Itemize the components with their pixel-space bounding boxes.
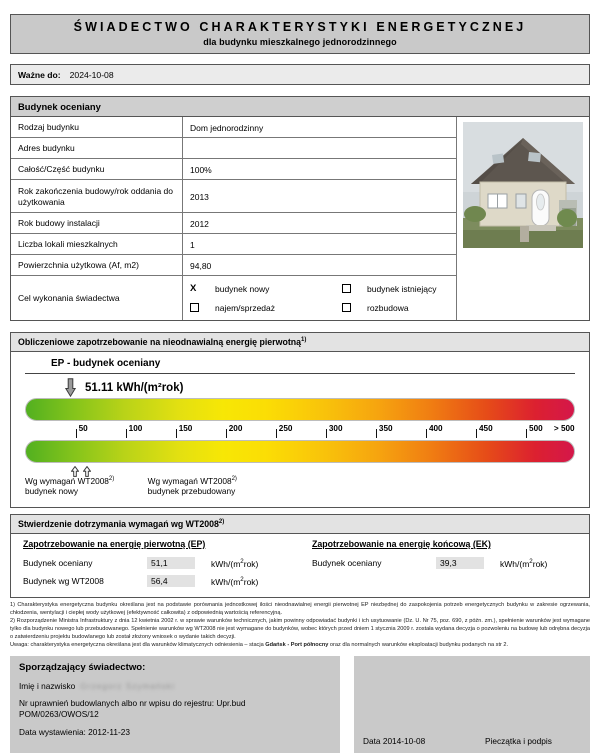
row-label: Rok zakończenia budowy/rok oddania do użytkowania [11, 180, 183, 212]
issue-date: Data wystawienia: 2012-11-23 [19, 726, 130, 737]
row-label: Liczba lokali mieszkalnych [11, 234, 183, 254]
house-photo [463, 122, 583, 248]
tick-mark [76, 429, 77, 438]
option-label: rozbudowa [367, 302, 409, 313]
tick-label: 150 [178, 424, 193, 433]
stamp-block [354, 656, 590, 753]
tick-label: > 500 [553, 424, 575, 433]
tick-label: 50 [78, 424, 88, 433]
footnote-3-post: oraz dla normalnych warunków eksploatacji budynku podanych na str 2. [328, 641, 509, 648]
table-row [23, 555, 300, 571]
stamp-signature-label: Pieczątka i podpis [485, 735, 552, 746]
tick-label: 100 [128, 424, 143, 433]
table-row [23, 573, 300, 589]
issuer-license-label: Nr uprawnień budowlanych albo nr wpisu do rejestru: Upr.bud [19, 698, 246, 709]
stamp-date: Data 2014-10-08 [363, 735, 426, 746]
tick-label: 400 [428, 424, 443, 433]
footnote-1: 1) Charakterystyka energetyczna budynku określana jest na podstawie porównania jednostkowej ilości nieodnawialnej energii pierwotnej EP niezbędnej do zaspokojenia potrzeb energetycznych budynku w zakresie ogrzewania, chłodzenia, wentylacji i ciepłej wody użytkowej (efektywność całkowita) z odpowiednią wartością referencyjną. [10, 602, 590, 616]
footnotes [10, 602, 590, 650]
row-label: Powierzchnia użytkowa (Af, m2) [11, 255, 183, 275]
requirements-section [10, 514, 590, 598]
valid-until-strip [10, 64, 590, 85]
ek-column [300, 539, 589, 591]
requirements-title-text: Stwierdzenie dotrzymania wymagań wg WT2008 [18, 519, 219, 529]
scale-ticks [25, 422, 575, 439]
table-row [11, 117, 456, 138]
tick-mark [376, 429, 377, 438]
tick-mark [126, 429, 127, 438]
building-section [10, 96, 590, 321]
ek-column-title: Zapotrzebowanie na energię końcową (EK) [312, 539, 491, 549]
purpose-row [11, 276, 456, 320]
building-photo-cell [456, 117, 589, 320]
row-value: 51,1 [147, 557, 195, 569]
valid-until-label: Ważne do: [18, 69, 61, 80]
page-subtitle: dla budynku mieszkalnego jednorodzinnego [203, 37, 397, 47]
footnote-ref-2: 2) [108, 476, 115, 483]
row-value: 56,4 [147, 575, 195, 587]
energy-scale-body [11, 352, 589, 507]
document-header [10, 14, 590, 54]
row-label: Budynek oceniany [312, 558, 382, 568]
row-unit: kWh/$(m^2rok)$ [500, 557, 548, 569]
tick-mark [176, 429, 177, 438]
row-value: 39,3 [436, 557, 484, 569]
down-arrow-icon [65, 378, 76, 397]
row-value: 100% [190, 164, 212, 175]
ep-column [11, 539, 300, 591]
wt-new-line1: Wg wymagań WT2008 [25, 476, 109, 486]
wt-new-line2: budynek nowy [25, 486, 79, 497]
signature-section [10, 656, 590, 753]
issuer-license [19, 698, 331, 720]
tick-label: 350 [378, 424, 393, 433]
table-row [11, 213, 456, 234]
row-value [183, 138, 456, 158]
footnote-3-pre: Uwaga: charakterystyka energetyczna określana jest dla warunków klimatycznych odniesienia – stacja [10, 641, 266, 648]
wt-rebuilt-line2: budynek przebudowany [147, 486, 236, 497]
row-label: Całość/Część budynku [11, 159, 183, 179]
building-table [11, 117, 456, 320]
tick-mark [526, 429, 527, 438]
issuer-license-value: POM/0263/OWOS/12 [19, 709, 99, 720]
table-row [11, 255, 456, 276]
issuer-name-line [19, 681, 331, 692]
purpose-option-extension[interactable] [342, 303, 409, 313]
table-row [11, 159, 456, 180]
tick-label: 200 [228, 424, 243, 433]
footnote-ref-1: 1) [301, 337, 307, 344]
option-label: najem/sprzedaż [215, 302, 276, 313]
row-value: 2012 [190, 218, 209, 229]
purpose-label: Cel wykonania świadectwa [11, 276, 183, 320]
row-value: 2013 [190, 191, 209, 202]
footnote-3 [10, 642, 590, 650]
wt-rebuilt-label [148, 476, 237, 497]
energy-gradient-bar-top [25, 398, 575, 421]
wt-marker-arrows [25, 464, 575, 475]
tick-mark [476, 429, 477, 438]
issuer-block [10, 656, 340, 753]
row-label: Rok budowy instalacji [11, 213, 183, 233]
row-value: 94,80 [190, 260, 212, 271]
tick-label: 300 [328, 424, 343, 433]
checkbox-icon[interactable] [342, 284, 351, 293]
purpose-option-new[interactable] [190, 284, 342, 294]
requirements-title [11, 515, 589, 534]
tick-mark [326, 429, 327, 438]
divider [25, 373, 575, 374]
row-label: Budynek oceniany [23, 558, 93, 568]
purpose-option-existing[interactable] [342, 284, 436, 294]
ep-label: EP - budynek oceniany [51, 358, 161, 369]
tick-mark [276, 429, 277, 438]
energy-scale-title [11, 333, 589, 352]
row-label: Rodzaj budynku [11, 117, 183, 137]
wt-rebuilt-line1: Wg wymagań WT2008 [147, 476, 232, 486]
row-label: Budynek wg WT2008 [23, 576, 104, 586]
table-row [312, 555, 589, 571]
option-label: budynek istniejący [367, 283, 437, 294]
row-unit: kWh/$(m^2rok)$ [211, 575, 259, 587]
option-label: budynek nowy [215, 283, 270, 294]
footnote-ref-2b: 2) [231, 476, 237, 483]
issuer-title: Sporządzający świadectwo: [19, 661, 146, 673]
page-title: ŚWIADECTWO CHARAKTERYSTYKI ENERGETYCZNEJ [73, 20, 527, 34]
building-section-title: Budynek oceniany [11, 97, 589, 117]
tick-label: 250 [278, 424, 293, 433]
wt-new-label [25, 476, 114, 497]
checkbox-icon[interactable] [342, 303, 351, 312]
row-unit: kWh/$(m^2rok)$ [211, 557, 259, 569]
weather-station-name: Gdańsk - Port północny [265, 641, 329, 648]
tick-label: 450 [479, 424, 493, 433]
valid-until-value: 2024-10-08 [69, 69, 114, 80]
table-row [11, 138, 456, 159]
tick-label: 500 [529, 424, 543, 433]
purpose-options [183, 276, 456, 320]
row-label: Adres budynku [11, 138, 183, 158]
energy-scale-title-text: Obliczeniowe zapotrzebowanie na nieodnawialną energię pierwotną [18, 337, 302, 347]
ep-value-row [65, 378, 575, 397]
issuer-name-label: Imię i nazwisko [19, 680, 76, 691]
table-row [11, 180, 456, 213]
issuer-name-value: Grzegorz Szymański [80, 680, 175, 691]
checkbox-checked-mark: X [190, 283, 197, 294]
row-value: Dom jednorodzinny [190, 122, 264, 133]
energy-scale-section [10, 332, 590, 508]
wt-requirement-labels [25, 476, 575, 499]
purpose-option-rentsale[interactable] [190, 303, 342, 313]
energy-gradient-bar-bottom [25, 440, 575, 463]
tick-mark [426, 429, 427, 438]
ep-column-title: Zapotrzebowanie na energię pierwotną (EP) [23, 539, 206, 549]
footnote-2: 2) Rozporządzenie Ministra Infrastruktury z dnia 12 kwietnia 2002 r. w sprawie warunków technicznych, jakim powinny odpowiadać budynki i ich usytuowanie (Dz. U. Nr 75, poz. 690, z późn. zm.), spełnienie warunków jest wymagane tylko dla budynku nowego lub przebudowanego. Spełnienie warunków wg WT2008 nie jest wymagane do budynków, wobec których przed dniem 1 stycznia 2009 r. została wydana decyzja o pozwoleniu na budowę lub odrębna decyzja o zatwierdzeniu projektu budowlanego lub został złożony wniosek o wydanie takich decyzji. [10, 617, 590, 640]
footnote-ref-2c: 2) [218, 519, 225, 526]
ep-value: 51.11 kWh/(m²rok) [85, 381, 184, 394]
row-value: 1 [190, 239, 195, 250]
table-row [11, 234, 456, 255]
certificate-page [0, 14, 600, 746]
checkbox-icon[interactable] [190, 303, 199, 312]
tick-mark [226, 429, 227, 438]
